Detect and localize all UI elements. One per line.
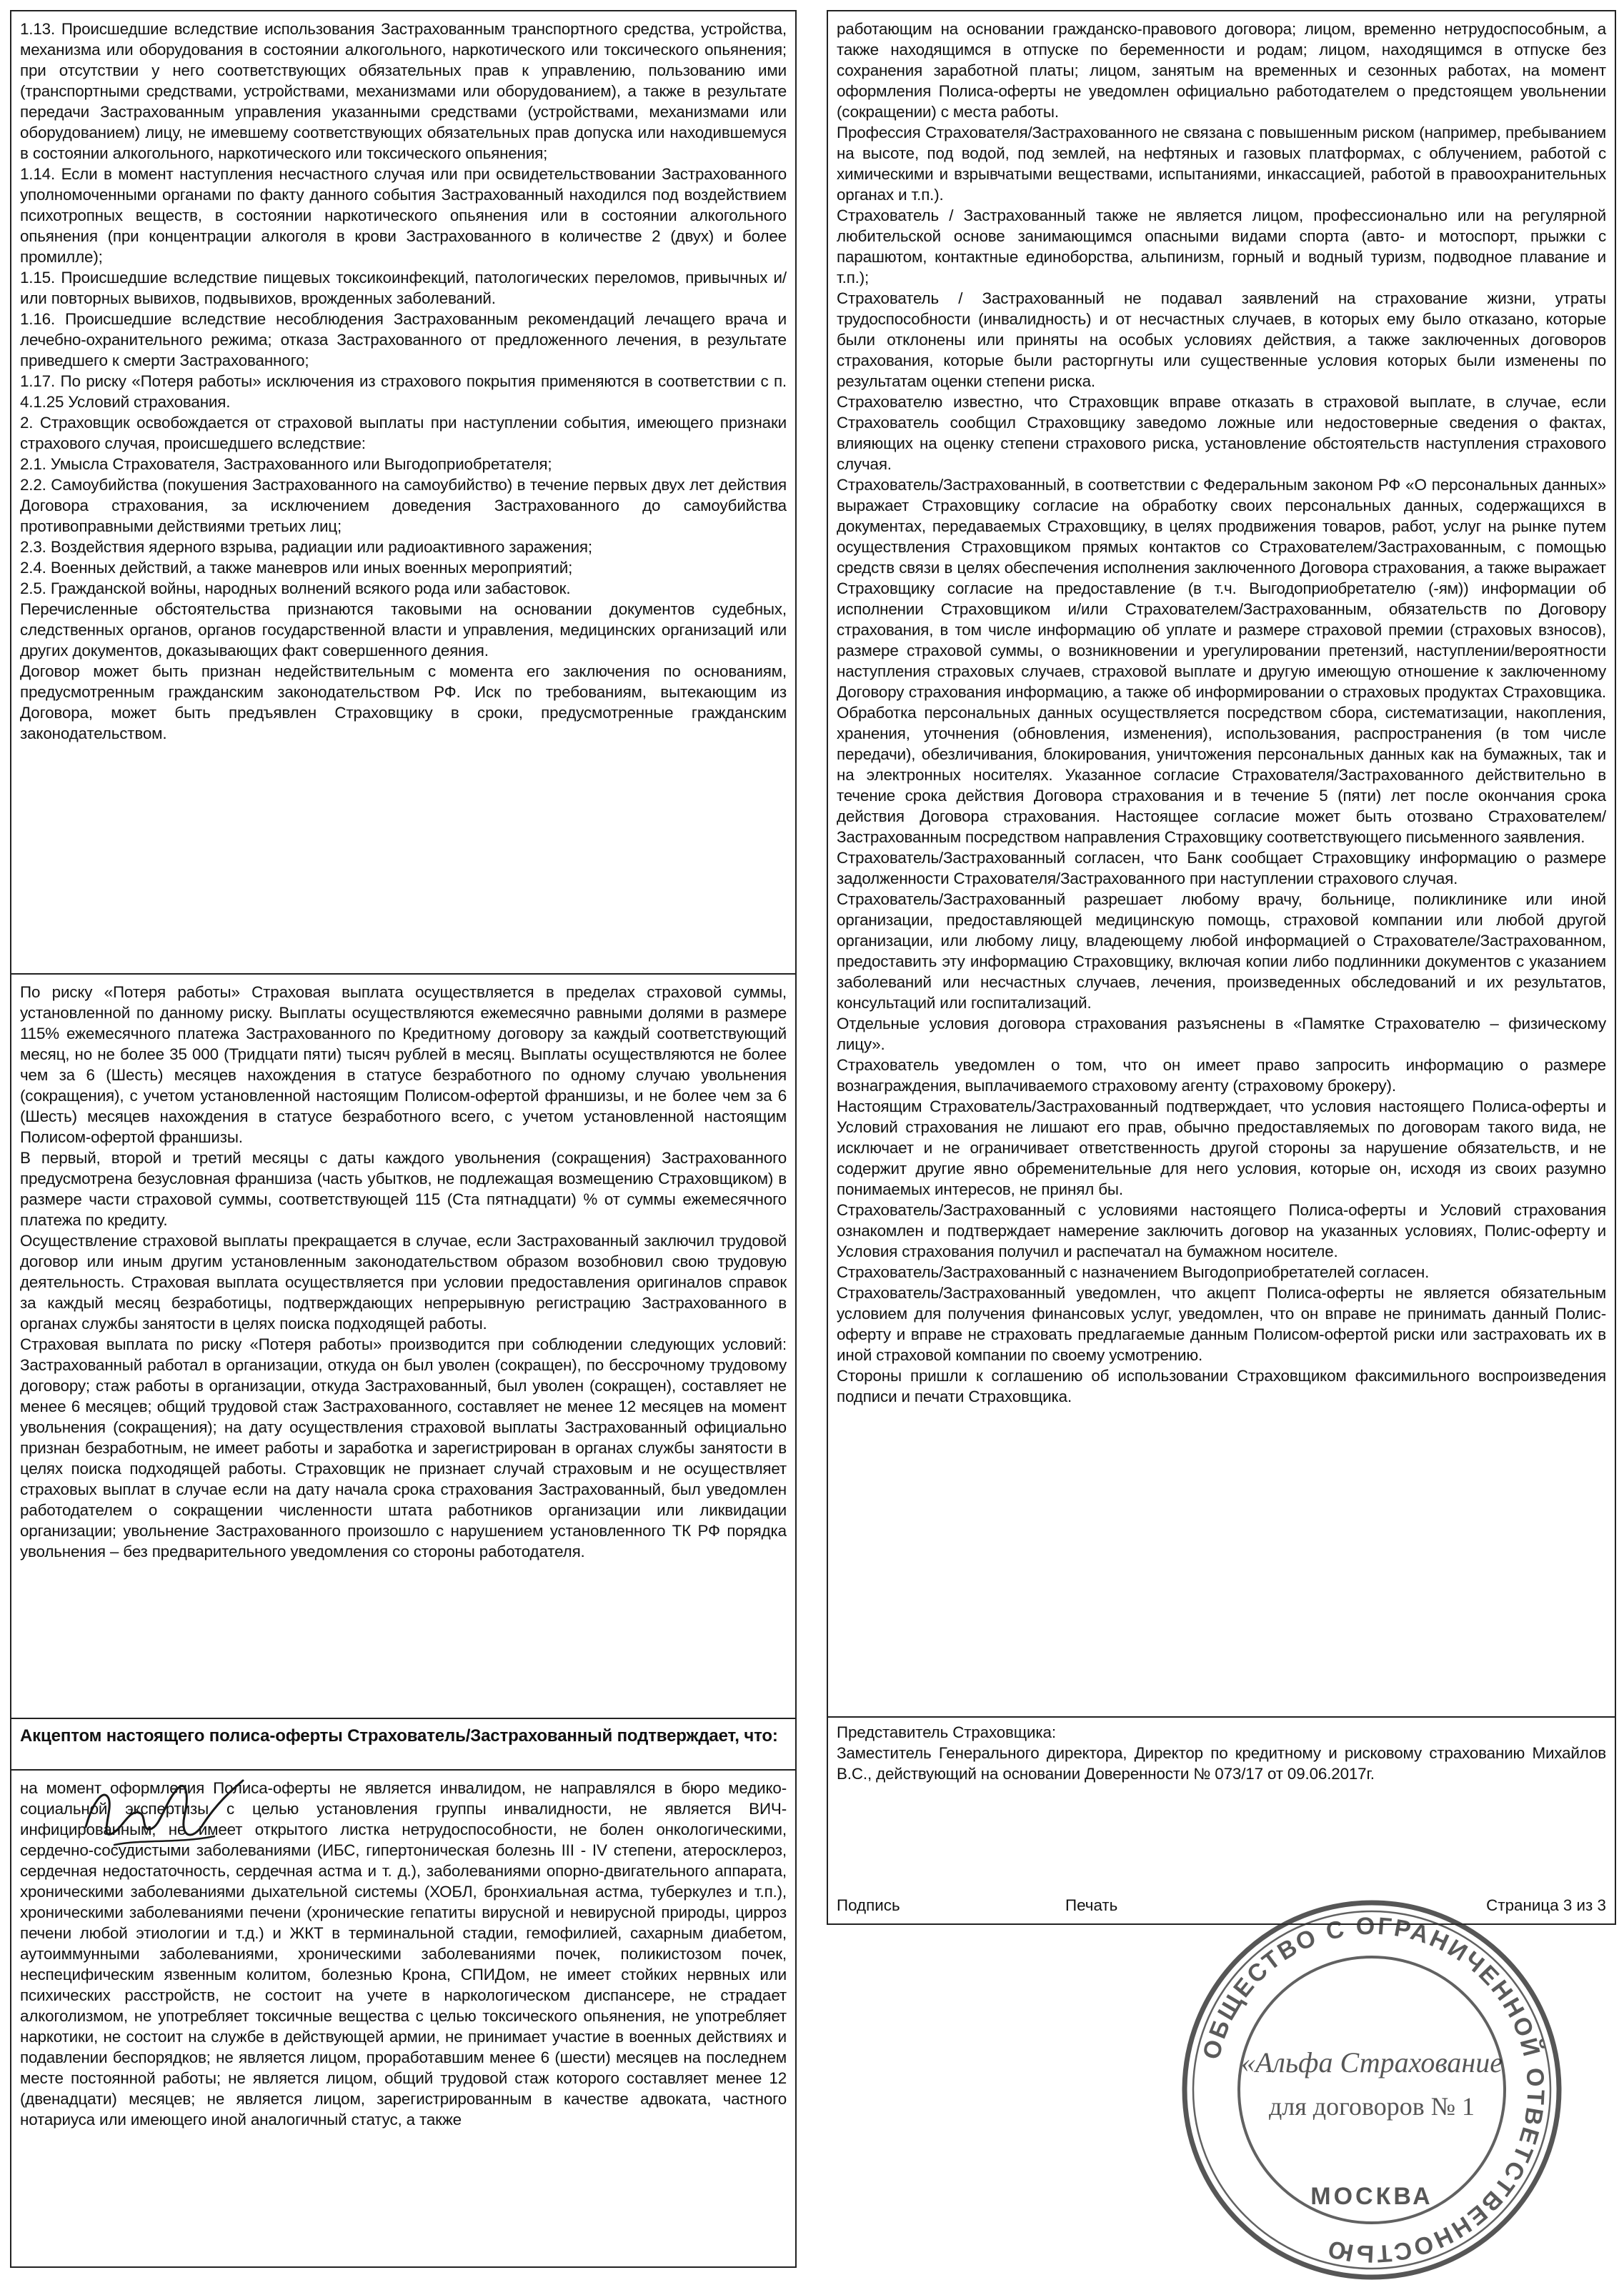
declaration-medical-info: Страхователь/Застрахованный разрешает любому врачу, больнице, поликлинике или иной организации, предоставляющей медицинскую помощь, страховой компании или любой другой организации, или любому лицу, владеющему любой информацией о Страхователе/Застрахованном, предоставить эту информацию Страховщику, включая копии либо подлинники документов с указанием заболеваний или несчастных случаев, лечения, произведенных обследований и их результатов, консультаций или госпитализаций. xyxy=(837,890,1606,1012)
job-loss-termination-paragraph: Осуществление страховой выплаты прекращается в случае, если Застрахованный заключил трудовой договор или иным другим установленным законодательством образом возобновил свою трудовую деятельность. Страховая выплата осуществляется при условии предоставления оригиналов справок за каждый месяц безработицы, подтверждающих непрерывную регистрацию Застрахованного в органах службы занятости в целях поиска подходящей работы. xyxy=(20,1232,787,1333)
page-number: Страница 3 из 3 xyxy=(1486,1896,1606,1914)
job-loss-conditions-paragraph: Страховая выплата по риску «Потеря работы» производится при соблюдении следующих условий: Застрахованный работал в организации, откуда он был уволен (сокращен), по бессрочному трудовому договору; стаж работы в организации, откуда Застрахованный, был уволен (сокращен), составляет не менее 6 месяцев; общий трудовой стаж Застрахованного, составляет не менее 12 месяцев на момент увольнения (сокращения); на дату осуществления страховой выплаты Застрахованный официально признан безработным, не имеет работы и заработка и зарегистрирован в органах службы занятости в целях поиска подходящей работы. Страховщик не признает случай страховым и не осуществляет страховых выплат в случае если на дату начала срока страхования Застрахованный, был уведомлен работодателем о сокращении численности штата работников организации или ликвидации организации; увольнение Застрахованного произошло с нарушением установленного ТК РФ порядка увольнения – без предварительного уведомления со стороны работодателя. xyxy=(20,1335,787,1560)
release-clause-2-3: 2.3. Воздействия ядерного взрыва, радиации или радиоактивного заражения; xyxy=(20,538,592,556)
declaration-rights: Настоящим Страхователь/Застрахованный подтверждает, что условия настоящего Полиса-оферты и Условий страхования не лишают его прав, обычно предоставляемых по договорам такого вида, не исключает и не ограничивает ответственность другой стороны за нарушение обязательств, и не содержит другие явно обременительные для него условия, которые он, исходя из своих разумно понимаемых интересов, не принял бы. xyxy=(837,1097,1606,1198)
company-seal-stamp xyxy=(1172,1890,1572,2290)
declaration-employment: работающим на основании гражданско-правового договора; лицом, временно нетрудоспособным, а также находящимся в отпуске по беременности и родам; лицом, находящимся в отпуске без сохранения заработной платы; лицом, занятым на временных и сезонных работах, на момент оформления Полиса-оферты не уведомлен официально работодателем о предстоящем увольнении (сокращении) с места работы. xyxy=(837,20,1606,121)
representative-details: Заместитель Генерального директора, Директор по кредитному и рисковому страхованию Михайлов В.С., действующий на основании Доверенности № 073/17 от 09.06.2017г. xyxy=(837,1744,1606,1783)
declaration-bank-info: Страхователь/Застрахованный согласен, что Банк сообщает Страховщику информацию о размере задолженности Страхователя/Застрахованного при наступлении страхового случая. xyxy=(837,849,1606,887)
invalidity-paragraph: Договор может быть признан недействительным с момента его заключения по основаниям, предусмотренным гражданским законодательством РФ. Иск по требованиям, вытекающим из Договора, может быть предъявлен Страховщику в сроки, предусмотренные гражданским законодательством. xyxy=(20,662,787,742)
representative-label: Представитель Страховщика: xyxy=(837,1723,1056,1741)
handwritten-signature xyxy=(71,1759,257,1866)
declarations-section xyxy=(828,11,1615,1716)
declaration-beneficiaries: Страхователь/Застрахованный с назначением Выгодоприобретателей согласен. xyxy=(837,1263,1430,1281)
right-column xyxy=(827,10,1616,1925)
declaration-false-info: Страхователю известно, что Страховщик вправе отказать в страховой выплате, в случае, если Страхователь сообщил Страховщику заведомо ложные или недостоверные сведения о фактах, влияющих на оценку степени страхового риска, установление обстоятельств наступления страхового случая. xyxy=(837,393,1606,473)
left-column xyxy=(10,10,797,2268)
acceptance-heading: Акцептом настоящего полиса-оферты Страхователь/Застрахованный подтверждает, что: xyxy=(20,1726,778,1746)
acceptance-declaration: на момент оформления Полиса-оферты не является инвалидом, не направлялся в бюро медико-социальной экспертизы с целью установления группы инвалидности, не является ВИЧ-инфицированным, не имеет открытого листка нетрудоспособности, не болен онкологическими, сердечно-сосудистыми заболеваниями (ИБС, гипертоническая болезнь III - IV степени, атеросклероз, сердечная недостаточность, сердечная астма и т. д.), заболеваниями опорно-двигательного аппарата, хроническими заболеваниями дыхательной системы (ХОБЛ, бронхиальная астма, туберкулез и т.п.), хроническими заболеваниями печени (хронические гепатиты вирусной и невирусной природы, цирроз печени любой этиологии и т.д.) и ЖКТ в терминальной стадии, гемофилией, сахарным диабетом, аутоиммунными заболеваниями, хроническими заболеваниями почек, поликистозом почек, неспецифическим язвенным колитом, болезнью Крона, СПИДом, не имеет стойких нервных или психических расстройств, не состоит на учете в наркологическом диспансере, не страдает алкоголизмом, не употребляет токсичные вещества с целью токсического опьянения, не употребляет наркотики, не состоит на службе в действующей армии, не принимает участие в военных действиях и подавлении беспорядков; не является лицом, проработавшим менее 6 (шести) месяцев на последнем месте постоянной работы; не является лицом, общий трудовой стаж которого составляет менее 12 (двенадцати) месяцев; не является лицом, зарегистрированным в качестве адвоката, частного нотариуса или имеющего иной аналогичный статус, а также xyxy=(20,1779,787,2129)
job-loss-payment-paragraph: По риску «Потеря работы» Страховая выплата осуществляется в пределах страховой суммы, установленной по данному риску. Выплаты осуществляются ежемесячно равными долями в размере 115% ежемесячного платежа Застрахованного по Кредитному договору за каждый соответствующий месяц, но не более 35 000 (Тридцати пяти) тысяч рублей в месяц. Выплаты осуществляются не более чем за 6 (Шесть) месяцев нахождения в статусе безработного по одному случаю увольнения (сокращения), с учетом установленной настоящим Полисом-офертой франшизы, и не более чем за 6 (Шесть) месяцев нахождения в статусе безработного всего, с учетом установленной настоящим Полисом-офертой франшизы. xyxy=(20,983,787,1146)
exclusion-1-17: 1.17. По риску «Потеря работы» исключения из страхового покрытия применяются в соответствии с п. 4.1.25 Условий страхования. xyxy=(20,372,787,411)
exclusion-1-13: 1.13. Происшедшие вследствие использования Застрахованным транспортного средства, устройства, механизма или оборудования в состоянии алкогольного, наркотического или токсического опьянения; при отсутствии у него соответствующих обязательных прав к управлению, пользованию ими (транспортными средствами, устройствами, механизмами или оборудованием), а также в результате передачи Застрахованным управления указанными средствами (устройствами, механизмами или оборудованием) лицу, не имевшему соответствующих обязательных прав допуска или находившемуся в состоянии алкогольного, наркотического или токсического опьянения; xyxy=(20,20,787,162)
exclusion-1-16: 1.16. Происшедшие вследствие несоблюдения Застрахованным рекомендаций лечащего врача и лечебно-охранительного режима; отказа Застрахованного от предложенного лечения, в результате приведшего к смерти Застрахованного; xyxy=(20,310,787,369)
declaration-profession: Профессия Страхователя/Застрахованного не связана с повышенным риском (например, пребыванием на высоте, под водой, под землей, на нефтяных и газовых платформах, с облучением, работой с химическими и взрывчатыми веществами, испытаниями, инкассацией, работой в правоохранительных органах и т.п.). xyxy=(837,124,1606,204)
declaration-prior-applications: Страхователь / Застрахованный не подавал заявлений на страхование жизни, утраты трудоспособности (инвалидность) и от несчастных случаев, в которых ему было отказано, которые были отклонены или приняты на особых условиях действия, а также заключенных договоров страхования, которые были расторгнуты или существенные условия которых были изменены по результатам оценки степени риска. xyxy=(837,289,1606,390)
declaration-voluntary: Страхователь/Застрахованный уведомлен, что акцепт Полиса-оферты не является обязательным условием для получения финансовых услуг, уведомлен, что он вправе не принимать данный Полис-оферту и вправе не страховать предлагаемые данным Полисом-офертой риски или застраховать их в иной страховой компании по своему усмотрению. xyxy=(837,1284,1606,1364)
release-clause-2-2: 2.2. Самоубийства (покушения Застрахованного на самоубийство) в течение первых двух лет действия Договора страхования, за исключением доведения Застрахованного до самоубийства противоправными действиями третьих лиц; xyxy=(20,476,787,535)
exclusion-1-14: 1.14. Если в момент наступления несчастного случая или при освидетельствовании Застрахованного уполномоченными органами по факту данного события Застрахованный находился под воздействием психотропных веществ, в состоянии наркотического опьянения или в состоянии алкогольного опьянения (при концентрации алкоголя в крови Застрахованного в количестве 2 (двух) и более промилле); xyxy=(20,165,787,266)
stamp-ring-text: ОБЩЕСТВО С ОГРАНИЧЕННОЙ ОТВЕТСТВЕННОСТЬЮ xyxy=(1197,1912,1550,2268)
declaration-acquainted: Страхователь/Застрахованный с условиями настоящего Полиса-оферты и Условий страхования ознакомлен и подтверждает намерение заключить договор на указанных условиях, Полис-оферту и Условия страхования получил и распечатал на бумажном носителе. xyxy=(837,1201,1606,1260)
stamp-center-line-2: для договоров № 1 xyxy=(1268,2092,1475,2121)
circumstances-paragraph: Перечисленные обстоятельства признаются таковыми на основании документов судебных, следственных органов, органов государственной власти и управления, медицинских организаций или других документов, доказывающих факт совершенного деяния. xyxy=(20,600,787,659)
release-clause-2-1: 2.1. Умысла Страхователя, Застрахованного или Выгодоприобретателя; xyxy=(20,455,552,473)
exclusions-section xyxy=(11,11,795,973)
declaration-personal-data: Страхователь/Застрахованный, в соответствии с Федеральным законом РФ «О персональных данных» выражает Страховщику согласие на обработку своих персональных данных, содержащихся в документах, передаваемых Страховщику, в целях продвижения товаров, работ, услуг на рынке путем осуществления Страховщиком прямых контактов со Страхователем/Застрахованным, с помощью средств связи в целях обеспечения исполнения заключенного Договора страхования, а также выражает Страховщику согласие на предоставление (в т.ч. Выгодоприобретателю (-ям)) информации об исполнении Страховщиком и/или Страхователем/Застрахованным, обязательств по Договору страхования, в том числе информацию об уплате и размере страховой премии (страховых взносов), размере страховой суммы, о возникновении и урегулировании претензий, наступлении/вероятности наступления страховых случаев, страховой выплате и другую имеющую отношение к заключенному Договору страхования информацию, а также об информировании о страховых продуктах Страховщика. Обработка персональных данных осуществляется посредством сбора, систематизации, накопления, хранения, уточнения (обновления, изменения), использования, распространения (в том числе передачи), обезличивания, блокирования, уничтожения персональных данных как на бумажных, так и на электронных носителях. Указанное согласие Страхователя/Застрахованного действительно в течение срока действия Договора страхования и в течение 5 (пяти) лет после окончания срока действия Договора страхования. Настоящее согласие может быть отозвано Страхователем/Застрахованным посредством направления Страховщику соответствующего письменного заявления. xyxy=(837,476,1606,846)
declaration-sports: Страхователь / Застрахованный также не является лицом, профессионально или на регулярной любительской основе занимающимся опасными видами спорта (авто- и мотоспорт, прыжки с парашютом, контактные единоборства, альпинизм, горный и водный туризм, подводное плавание и т.п.); xyxy=(837,206,1606,287)
stamp-center-line-1: «Альфа Страхование xyxy=(1240,2046,1503,2079)
stamp-label: Печать xyxy=(1065,1896,1118,1914)
declaration-agent-fee: Страхователь уведомлен о том, что он имеет право запросить информацию о размере вознаграждения, выплачиваемого страховому агенту (страховому брокеру). xyxy=(837,1056,1606,1095)
exclusion-1-15: 1.15. Происшедшие вследствие пищевых токсикоинфекций, патологических переломов, привычных и/или повторных вывихов, подвывихов, врожденных заболеваний. xyxy=(20,269,787,307)
job-loss-section xyxy=(11,973,795,1718)
declaration-facsimile: Стороны пришли к соглашению об использовании Страховщиком факсимильного воспроизведения подписи и печати Страховщика. xyxy=(837,1367,1606,1405)
svg-text:ОБЩЕСТВО С ОГРАНИЧЕННОЙ ОТВЕТС xyxy=(1197,1913,1549,2268)
release-clause-2-4: 2.4. Военных действий, а также маневров или иных военных мероприятий; xyxy=(20,559,573,577)
release-clause-2: 2. Страховщик освобождается от страховой выплаты при наступлении события, имеющего признаки страхового случая, происшедшего вследствие: xyxy=(20,414,787,452)
signature-label: Подпись xyxy=(837,1896,900,1914)
release-clause-2-5: 2.5. Гражданской войны, народных волнений всякого рода или забастовок. xyxy=(20,579,571,597)
stamp-city: МОСКВА xyxy=(1310,2183,1433,2210)
declaration-memo: Отдельные условия договора страхования разъяснены в «Памятке Страхователю – физическому лицу». xyxy=(837,1015,1606,1053)
job-loss-franchise-paragraph: В первый, второй и третий месяцы с даты каждого увольнения (сокращения) Застрахованного предусмотрена безусловная франшиза (часть убытков, не подлежащая возмещению Страховщиком) в размере части страховой суммы, соответствующей 115 (Ста пятнадцати) % от суммы ежемесячного платежа по кредиту. xyxy=(20,1149,787,1229)
